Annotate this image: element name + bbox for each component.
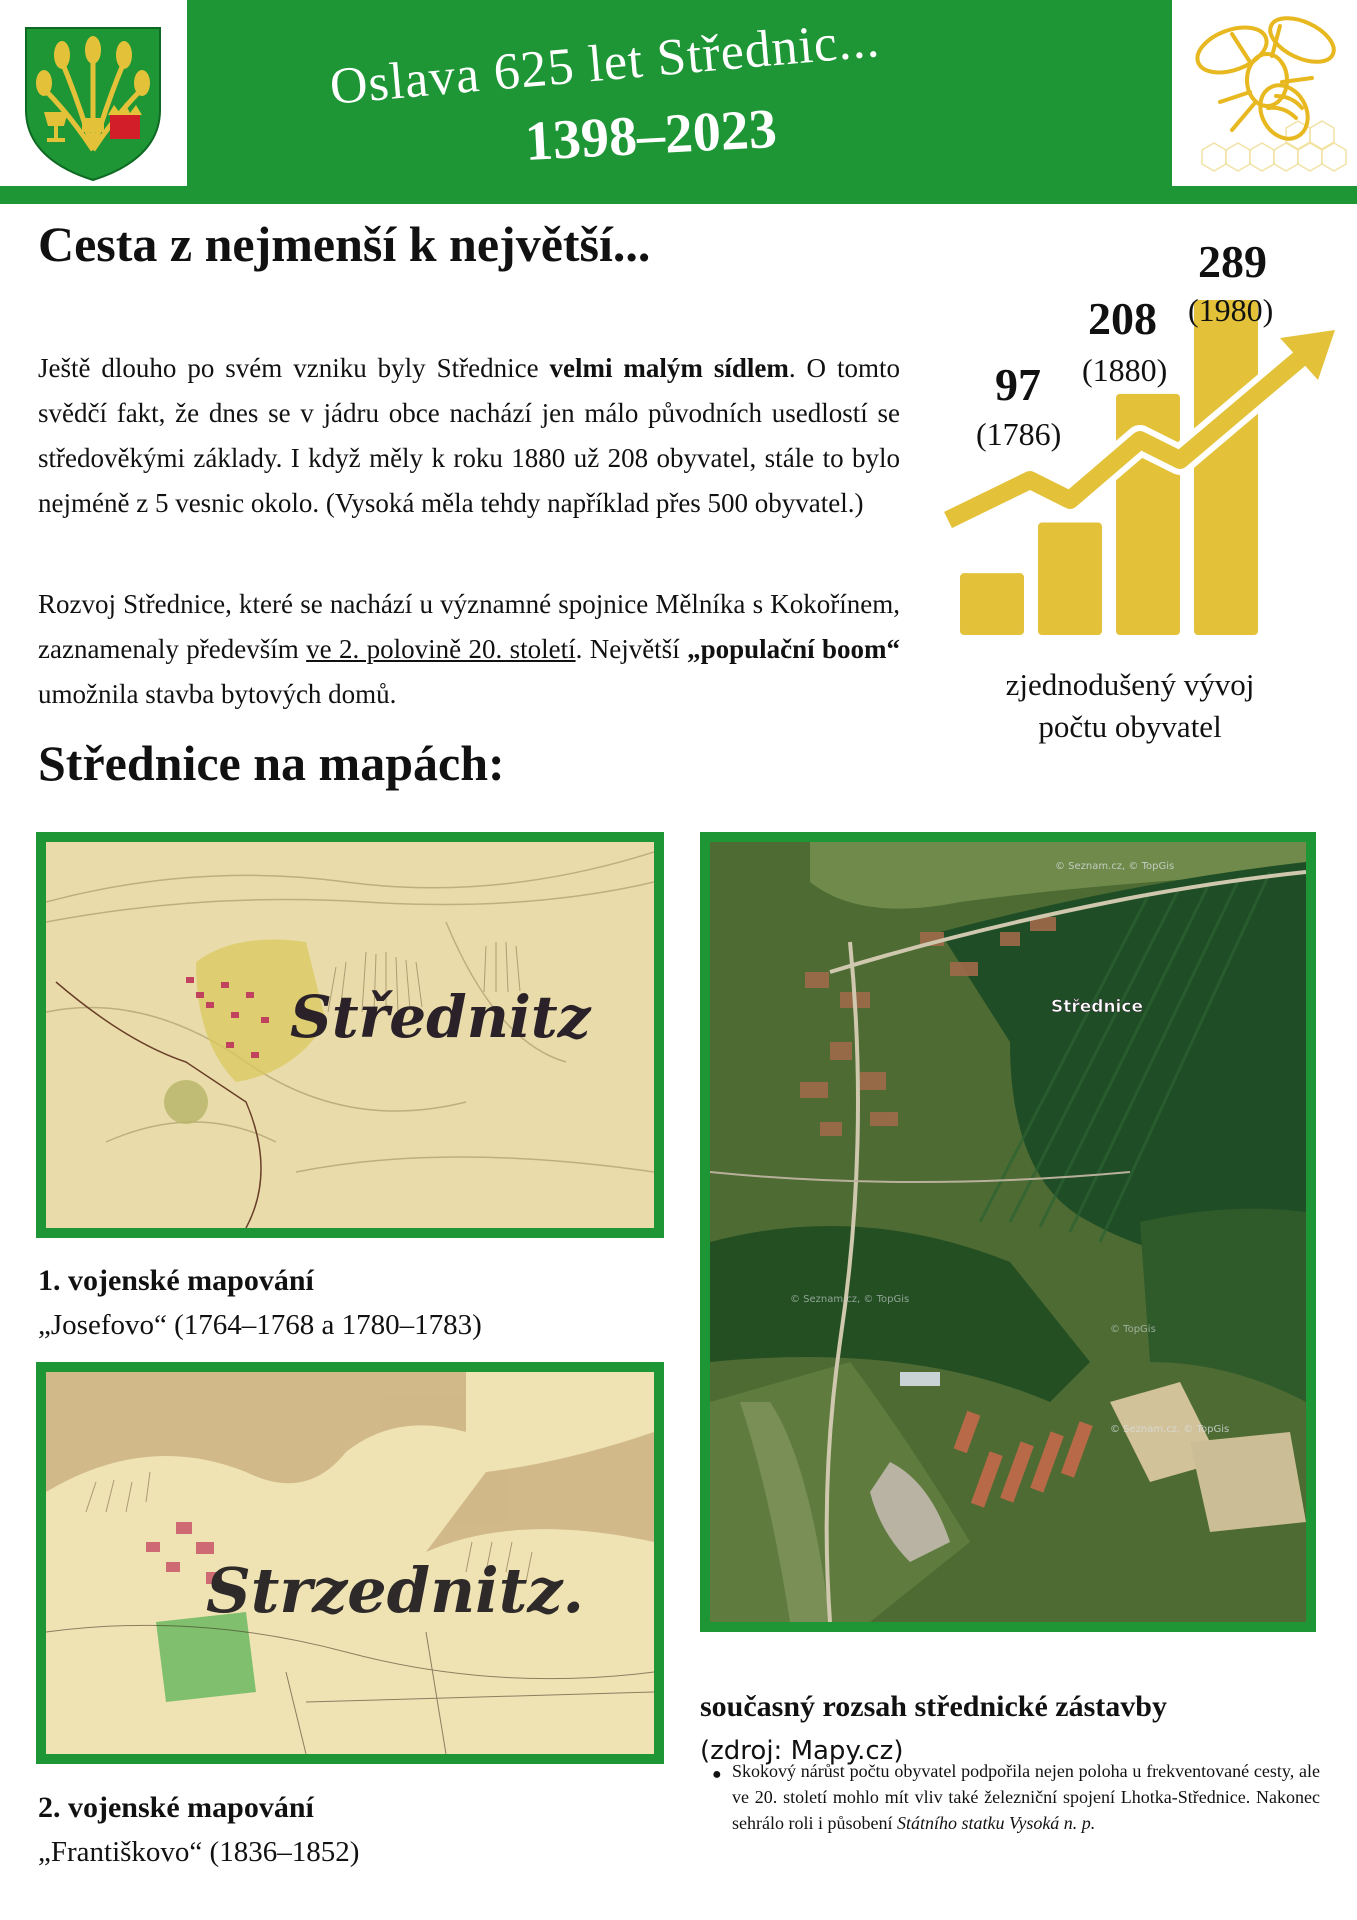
- p1-text-a: Ještě dlouho po svém vzniku byly Střednice: [38, 353, 550, 383]
- note-text-italic: Státního statku Vysoká n. p.: [896, 1813, 1096, 1833]
- chart-year-1980: (1980): [1188, 292, 1274, 328]
- map-3-image: [710, 842, 1306, 1622]
- map-3-watermark-3: © Seznam.cz, © TopGis: [790, 1294, 910, 1305]
- map-1-image: [46, 842, 654, 1228]
- chart-caption: [955, 664, 1305, 748]
- map-2-label: Strzednitz.: [206, 1554, 585, 1627]
- intro-paragraph-2: [38, 582, 900, 717]
- map-3-watermark-1: © Seznam.cz, © TopGis: [1055, 861, 1175, 872]
- bee-icon: [1172, 0, 1357, 186]
- coat-of-arms: [0, 0, 187, 186]
- map-3-frame: [700, 832, 1316, 1632]
- header-line: [0, 190, 1357, 204]
- intro-paragraph-1: [38, 346, 900, 526]
- map-2-image: [46, 1372, 654, 1754]
- chart-caption-line2: počtu obyvatel: [1038, 709, 1222, 744]
- chart-value-208: 208: [1088, 293, 1157, 344]
- map-3-watermark-4: © TopGis: [1110, 1324, 1156, 1335]
- chart-year-1880: (1880): [1082, 352, 1168, 388]
- header-title-line2: 1398–2023: [523, 97, 779, 173]
- note-text-a: Skokový nárůst počtu obyvatel podpořila nejen poloha u frekventované cesty, ale ve 20. století mohlo mít vliv také železniční spojení Lhotka-Střednice. Nakonec sehrálo roli i působení: [732, 1761, 1320, 1833]
- chart-bar-1786: [1038, 523, 1102, 635]
- p2-text-e: umožnila stavba bytových domů.: [38, 679, 397, 709]
- chart-value-97: 97: [995, 359, 1041, 410]
- map-3-subtitle: (zdroj: Mapy.cz): [700, 1736, 904, 1766]
- map-1-subtitle: „Josefovo“ (1764–1768 a 1780–1783): [38, 1309, 482, 1341]
- map-1-title: 1. vojenské mapování: [38, 1264, 314, 1297]
- chart-year-1786: (1786): [976, 416, 1062, 452]
- p1-bold: velmi malým sídlem: [549, 353, 789, 383]
- chart-bar-1980: [1194, 300, 1258, 635]
- coat-of-arms-icon: [0, 0, 187, 186]
- population-chart: [940, 230, 1340, 650]
- chart-caption-line1: zjednodušený vývoj: [1005, 667, 1255, 702]
- map-1-frame: [36, 832, 664, 1238]
- header-title-line1: Oslava 625 let Střednic...: [327, 11, 883, 116]
- map-1-label: Střednitz: [290, 983, 591, 1051]
- map-3-title: současný rozsah střednické zástavby: [700, 1690, 1167, 1723]
- p2-text-a: Rozvoj Střednice, které se nachází u významné spojnice Mělníka s Kokořínem, zaznamenaly především: [38, 589, 900, 664]
- bullet-icon: ●: [712, 1766, 722, 1783]
- header-title: [310, 11, 1070, 178]
- map-2-subtitle: „Františkovo“ (1836–1852): [38, 1836, 360, 1868]
- map-3-watermark-2: © Seznam.cz, © TopGis: [1110, 1424, 1230, 1435]
- map-2-title: 2. vojenské mapování: [38, 1791, 314, 1824]
- chart-bar-lead: [960, 573, 1024, 635]
- p2-text-c: . Největší: [575, 634, 688, 664]
- p1-text-c: . O tomto svědčí fakt, že dnes se v jádru obce nachází jen málo původních usedlostí se středověkými základy. I když měly k roku 1880 už 208 obyvatel, stále to bylo nejméně z 5 vesnic okolo. (Vysoká měla tehdy například přes 500 obyvatel.): [38, 353, 900, 518]
- chart-value-289: 289: [1198, 236, 1267, 287]
- note-text: [732, 1758, 1320, 1836]
- page-header: [0, 0, 1357, 205]
- note-bullet: [702, 1758, 1320, 1836]
- map-2-frame: [36, 1362, 664, 1764]
- bee-logo: [1172, 0, 1357, 186]
- maps-heading: Střednice na mapách:: [38, 735, 505, 791]
- p2-underline: ve 2. polovině 20. století: [306, 634, 576, 664]
- map-3-place-label: Střednice: [1051, 997, 1143, 1017]
- p2-bold: „populační boom“: [687, 634, 901, 664]
- intro-heading: Cesta z nejmenší k největší...: [38, 216, 651, 272]
